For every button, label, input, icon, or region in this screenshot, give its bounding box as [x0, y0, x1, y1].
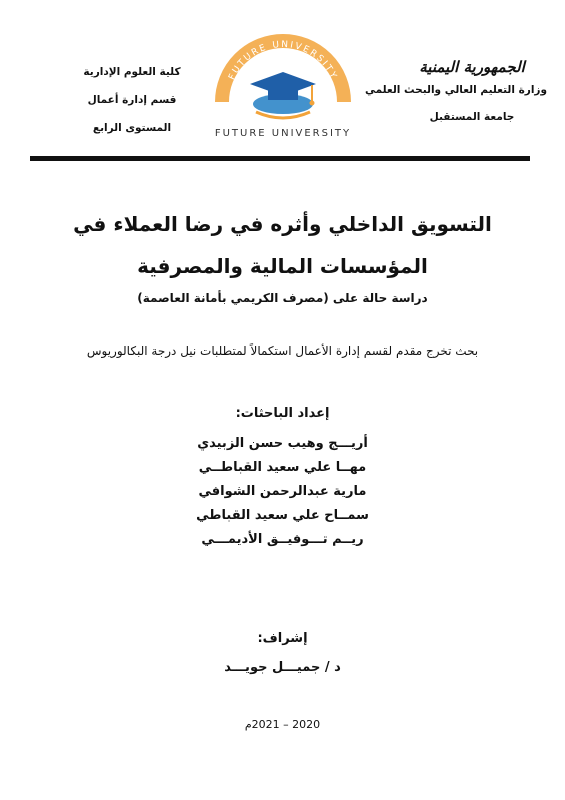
title-line-1: التسويق الداخلي وأثره في رضا العملاء في	[73, 212, 492, 236]
academic-year: 2020 – 2021م	[244, 718, 321, 731]
logo-arc-text: FUTURE UNIVERSITY	[227, 39, 339, 82]
ministry-name: وزارة التعليم العالي والبحث العلمي	[364, 84, 547, 96]
preparer-name: مهــا علي سعيد القباطــي	[198, 460, 367, 475]
university-logo	[208, 28, 358, 146]
header-right	[364, 58, 547, 138]
department-name: قسم إدارة أعمال	[87, 94, 177, 106]
research-note: بحث تخرج مقدم لقسم إدارة الأعمال استكمالاً لمتطلبات نيل درجة البكالوريوس	[86, 344, 479, 358]
logo-caption: FUTURE UNIVERSITY	[214, 128, 352, 139]
supervision-label: إشراف:	[257, 631, 308, 646]
header-left	[72, 66, 192, 150]
preparers-label: إعداد الباحثات:	[235, 406, 330, 421]
header-divider	[30, 156, 530, 161]
preparer-name: أريـــج وهيب حسن الزبيدي	[197, 436, 368, 451]
preparers-list	[0, 432, 565, 552]
preparer-name: ريــم تـــوفيــق الأديمـــي	[201, 532, 364, 547]
title-line-2: المؤسسات المالية والمصرفية	[137, 254, 428, 278]
case-study-subtitle: دراسة حالة على (مصرف الكريمي بأمانة العاصمة)	[137, 291, 428, 305]
college-name: كلية العلوم الإدارية	[83, 66, 181, 78]
study-level: المستوى الرابع	[92, 122, 172, 134]
university-name: جامعة المستقبل	[429, 111, 515, 123]
republic-emblem-text: الجمهورية اليمنية	[419, 58, 525, 76]
supervisor-name: د / جميـــل جويـــد	[224, 660, 341, 675]
preparer-name: سمــاح علي سعيد القباطي	[196, 508, 369, 523]
preparer-name: مارية عبدالرحمن الشوافي	[198, 484, 367, 499]
